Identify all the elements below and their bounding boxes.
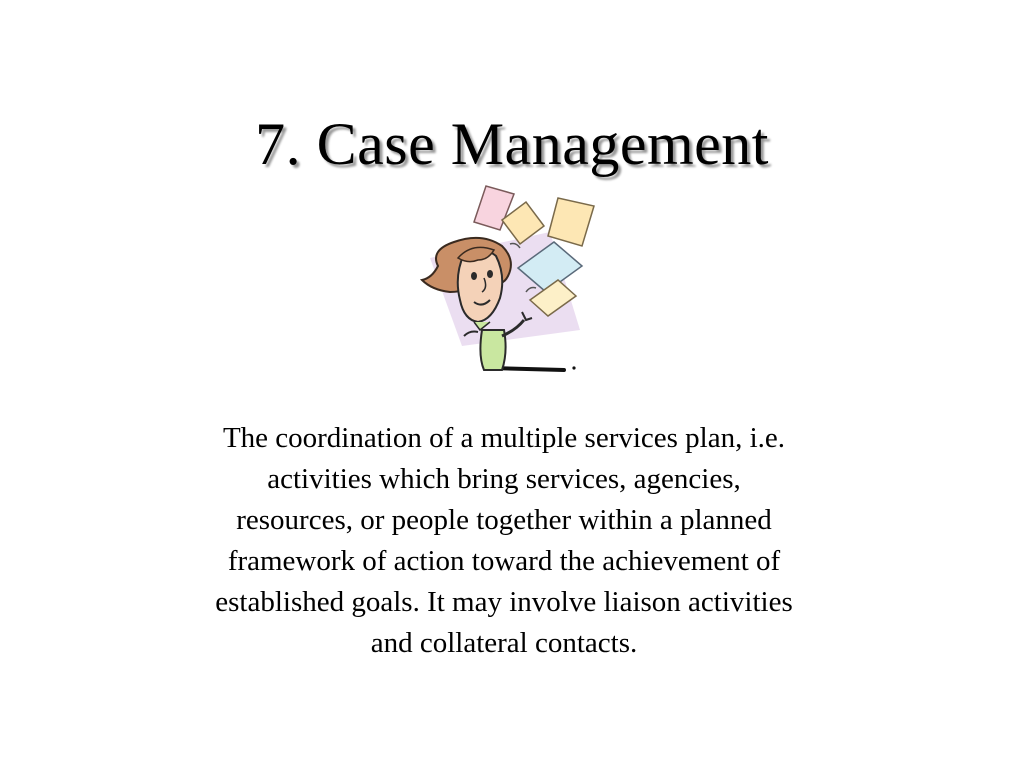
body-line: and collateral contacts. [370, 627, 638, 659]
body-line: resources, or people together within a planned [236, 504, 772, 536]
body-line: established goals. It may involve liaison activities [215, 586, 793, 618]
slide-body [150, 418, 858, 664]
woman-with-flying-papers-icon [398, 180, 598, 376]
slide-title: 7. Case Management [255, 111, 769, 177]
body-line: activities which bring services, agencies, [267, 463, 741, 495]
body-line: framework of action toward the achievement of [227, 545, 781, 577]
body-line: The coordination of a multiple services plan, i.e. [222, 422, 786, 454]
